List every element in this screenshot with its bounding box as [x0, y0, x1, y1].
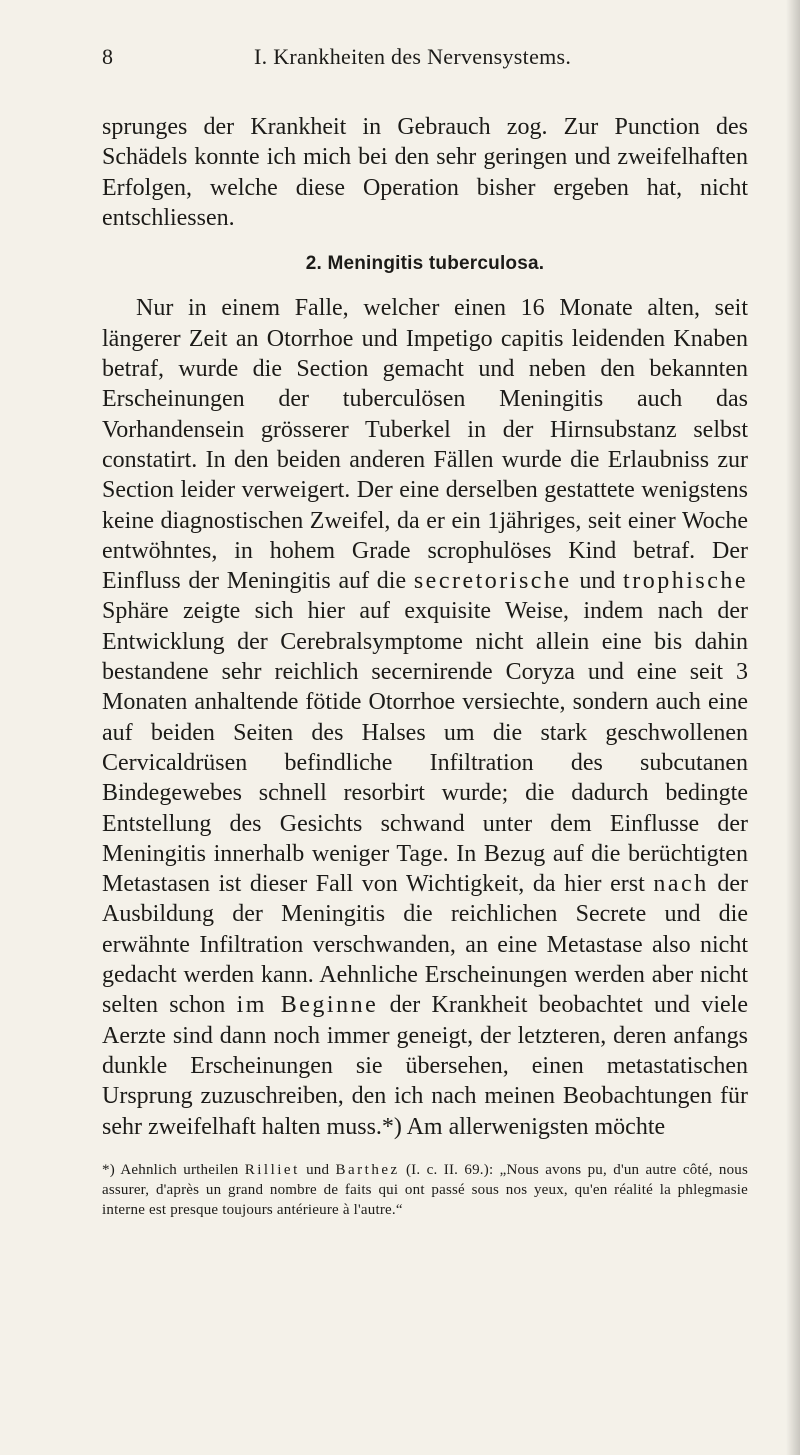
text-run: und: [579, 568, 616, 595]
footnote-text: (I. c. II. 69.): „Nous avons pu, d'un autre côté, nous assurer, d'après un grand nombre de faits qui ont passé sous nos yeux, qu'en réalité la phlegmasie interne est presque toujours antérieure à l'autre.“: [102, 1161, 749, 1218]
body-text: [102, 112, 748, 1142]
footnote-author-rilliet: Rilliet: [244, 1161, 300, 1178]
running-title: I. Krankheiten des Nervensystems.: [254, 44, 572, 69]
page-header: [102, 44, 748, 80]
emphasis-trophische: trophische: [623, 568, 749, 595]
page-number: 8: [102, 44, 114, 69]
text-run: Nur in einem Falle, welcher einen 16 Monate alten, seit längerer Zeit an Otorrhoe und Impetigo capitis leidenden Knaben betraf, wurde die Section gemacht und neben den bekannten Erscheinungen der tuberculösen Meningitis auch das Vorhandensein grösserer Tuberkel in der Hirnsubstanz selbst constatirt. In den beiden anderen Fällen wurde die Erlaubniss zur Section leider verweigert. Der eine derselben gestattete wenigstens keine diagnostischen Zweifel, da er ein 1jähriges, seit einer Woche entwöhntes, in hohem Grade scrophulöses Kind betraf. Der Einfluss der Meningitis auf die: [102, 295, 748, 595]
section-heading: 2. Meningitis tuberculosa.: [305, 253, 545, 275]
footnote-text: *) Aehnlich urtheilen: [102, 1161, 239, 1178]
footnote-text: und: [306, 1161, 330, 1178]
emphasis-im-beginne: im Beginne: [236, 992, 379, 1019]
emphasis-nach: nach: [653, 871, 709, 898]
footnote-author-barthez: Barthez: [335, 1161, 400, 1178]
section-paragraph: [102, 293, 748, 1141]
intro-paragraph: sprunges der Krankheit in Gebrauch zog. Zur Punction des Schädels konnte ich mich bei den sehr geringen und zweifelhaften Erfolgen, welche diese Operation bisher ergeben hat, nicht entschliessen.: [102, 114, 748, 231]
page-edge-shadow: [786, 0, 800, 1455]
text-run: der Krankheit beobachtet und viele Aerzte sind dann noch immer geneigt, der letzteren, deren anfangs dunkle Erscheinungen sie übersehen, einen metastatischen Ursprung zuzuschreiben, den ich nach meinen Beobachtungen für sehr zweifelhaft halten muss.*) Am allerwenigsten möchte: [102, 992, 748, 1140]
text-run: der Ausbildung der Meningitis die reichlichen Secrete und die erwähnte Infiltration verschwanden, an eine Metastase also nicht gedacht werden kann. Aehnliche Erscheinungen werden aber nicht selten schon: [102, 871, 748, 1019]
footnote: [102, 1160, 748, 1220]
text-run: Sphäre zeigte sich hier auf exquisite Weise, indem nach der Entwicklung der Cerebralsymptome nicht allein eine bis dahin bestandene sehr reichlich secernirende Coryza und eine seit 3 Monaten anhaltende fötide Otorrhoe versiechte, sondern auch eine auf beiden Seiten des Halses um die stark geschwollenen Cervicaldrüsen befindliche Infiltration des subcutanen Bindegewebes schnell resorbirt wurde; die dadurch bedingte Entstellung des Gesichts schwand unter dem Einflusse der Meningitis innerhalb weniger Tage. In Bezug auf die berüchtigten Metastasen ist dieser Fall von Wichtigkeit, da hier erst: [102, 598, 748, 898]
emphasis-secretorische: secretorische: [413, 568, 572, 595]
